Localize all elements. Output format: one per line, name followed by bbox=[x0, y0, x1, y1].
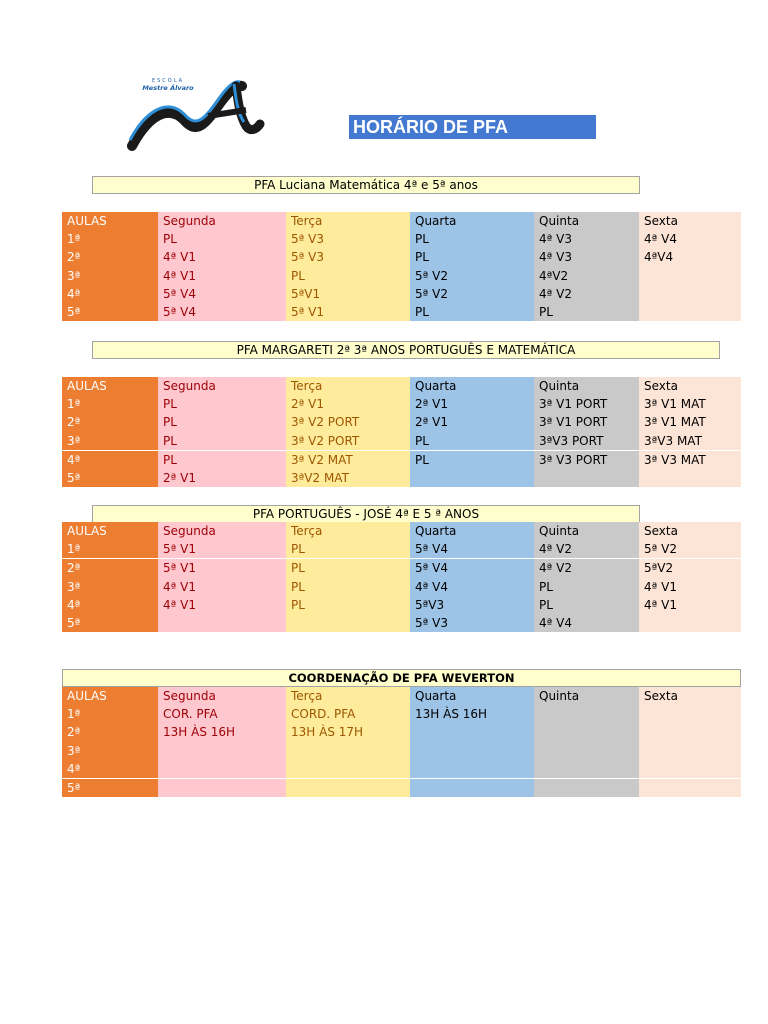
cell-terca: PL bbox=[286, 578, 410, 596]
header-cell-segunda: Segunda bbox=[158, 212, 286, 230]
header-cell-aulas: AULAS bbox=[62, 522, 158, 540]
table-row bbox=[62, 742, 741, 760]
cell-quarta: 5ª V3 bbox=[410, 614, 534, 632]
cell-segunda: 4ª V1 bbox=[158, 267, 286, 285]
cell-terca: PL bbox=[286, 540, 410, 559]
cell-quinta bbox=[534, 705, 639, 723]
header-cell-segunda: Segunda bbox=[158, 687, 286, 705]
cell-sexta: 4ª V4 bbox=[639, 230, 741, 248]
cell-quarta: PL bbox=[410, 248, 534, 266]
cell-terca: 5ª V3 bbox=[286, 230, 410, 248]
schedule-table-jose bbox=[62, 522, 741, 632]
header-cell-aulas: AULAS bbox=[62, 377, 158, 395]
cell-sexta bbox=[639, 723, 741, 741]
schedule-table-luciana bbox=[62, 212, 741, 321]
table-row bbox=[62, 248, 741, 266]
cell-aulas: 2ª bbox=[62, 723, 158, 741]
cell-segunda: PL bbox=[158, 432, 286, 451]
cell-aulas: 4ª bbox=[62, 760, 158, 779]
cell-terca: 3ª V2 PORT bbox=[286, 432, 410, 451]
schedule-table-weverton bbox=[62, 687, 741, 797]
header-cell-aulas: AULAS bbox=[62, 212, 158, 230]
cell-quinta: 3ªV3 PORT bbox=[534, 432, 639, 451]
header-cell-sexta: Sexta bbox=[639, 212, 741, 230]
header-cell-sexta: Sexta bbox=[639, 377, 741, 395]
cell-sexta: 5ªV2 bbox=[639, 559, 741, 578]
header-cell-aulas: AULAS bbox=[62, 687, 158, 705]
cell-aulas: 4ª bbox=[62, 450, 158, 469]
cell-terca: 5ª V3 bbox=[286, 248, 410, 266]
cell-aulas: 2ª bbox=[62, 413, 158, 431]
logo-text bbox=[128, 78, 208, 92]
cell-quinta bbox=[534, 742, 639, 760]
header-cell-quinta: Quinta bbox=[534, 377, 639, 395]
cell-terca: 3ª V2 PORT bbox=[286, 413, 410, 431]
header-row bbox=[62, 212, 741, 230]
cell-terca bbox=[286, 742, 410, 760]
table-row bbox=[62, 469, 741, 487]
header-cell-quarta: Quarta bbox=[410, 522, 534, 540]
cell-segunda: 4ª V1 bbox=[158, 596, 286, 614]
cell-quinta: 4ªV2 bbox=[534, 267, 639, 285]
cell-terca bbox=[286, 614, 410, 632]
header-cell-terca: Terça bbox=[286, 212, 410, 230]
cell-aulas: 1ª bbox=[62, 230, 158, 248]
cell-segunda: 2ª V1 bbox=[158, 469, 286, 487]
cell-quarta bbox=[410, 778, 534, 797]
cell-terca: PL bbox=[286, 267, 410, 285]
header-cell-quarta: Quarta bbox=[410, 212, 534, 230]
cell-aulas: 3ª bbox=[62, 578, 158, 596]
cell-sexta bbox=[639, 742, 741, 760]
cell-aulas: 3ª bbox=[62, 432, 158, 451]
header-cell-terca: Terça bbox=[286, 522, 410, 540]
cell-quinta: 3ª V1 PORT bbox=[534, 413, 639, 431]
table-row bbox=[62, 578, 741, 596]
cell-segunda: 5ª V1 bbox=[158, 559, 286, 578]
cell-quarta: 5ª V4 bbox=[410, 540, 534, 559]
cell-sexta: 3ª V1 MAT bbox=[639, 395, 741, 413]
header-cell-quarta: Quarta bbox=[410, 687, 534, 705]
cell-quarta: PL bbox=[410, 230, 534, 248]
cell-segunda: PL bbox=[158, 230, 286, 248]
cell-aulas: 5ª bbox=[62, 469, 158, 487]
cell-sexta bbox=[639, 778, 741, 797]
cell-segunda: 5ª V4 bbox=[158, 285, 286, 303]
cell-quinta: 4ª V2 bbox=[534, 285, 639, 303]
cell-quinta: PL bbox=[534, 578, 639, 596]
cell-quinta: 4ª V2 bbox=[534, 559, 639, 578]
table-row bbox=[62, 614, 741, 632]
cell-sexta: 4ªV4 bbox=[639, 248, 741, 266]
cell-sexta: 3ª V1 MAT bbox=[639, 413, 741, 431]
header-cell-terca: Terça bbox=[286, 687, 410, 705]
cell-quinta: PL bbox=[534, 596, 639, 614]
cell-aulas: 3ª bbox=[62, 267, 158, 285]
table-row bbox=[62, 285, 741, 303]
logo-school-name: Mestre Álvaro bbox=[142, 84, 194, 92]
cell-quinta bbox=[534, 778, 639, 797]
cell-quarta: PL bbox=[410, 450, 534, 469]
cell-quarta: 5ªV3 bbox=[410, 596, 534, 614]
cell-terca bbox=[286, 778, 410, 797]
cell-quarta: PL bbox=[410, 432, 534, 451]
header-cell-sexta: Sexta bbox=[639, 687, 741, 705]
header-cell-quinta: Quinta bbox=[534, 687, 639, 705]
header-cell-segunda: Segunda bbox=[158, 377, 286, 395]
cell-terca: 5ªV1 bbox=[286, 285, 410, 303]
cell-sexta bbox=[639, 285, 741, 303]
cell-quarta: 4ª V4 bbox=[410, 578, 534, 596]
header-cell-terca: Terça bbox=[286, 377, 410, 395]
header-cell-sexta: Sexta bbox=[639, 522, 741, 540]
section-title-jose: PFA PORTUGUÊS - JOSÉ 4ª E 5 ª ANOS bbox=[92, 505, 640, 523]
cell-aulas: 4ª bbox=[62, 596, 158, 614]
cell-sexta bbox=[639, 760, 741, 779]
table-row bbox=[62, 596, 741, 614]
cell-quinta: 3ª V1 PORT bbox=[534, 395, 639, 413]
cell-quarta: PL bbox=[410, 303, 534, 321]
cell-terca: 2ª V1 bbox=[286, 395, 410, 413]
cell-terca: CORD. PFA bbox=[286, 705, 410, 723]
cell-segunda: PL bbox=[158, 413, 286, 431]
cell-quinta: PL bbox=[534, 303, 639, 321]
cell-sexta bbox=[639, 469, 741, 487]
section-title-margareti: PFA MARGARETI 2ª 3ª ANOS PORTUGUÊS E MATEMÁTICA bbox=[92, 341, 720, 359]
cell-terca: 3ª V2 MAT bbox=[286, 450, 410, 469]
cell-segunda: 4ª V1 bbox=[158, 248, 286, 266]
cell-terca: 3ªV2 MAT bbox=[286, 469, 410, 487]
table-row bbox=[62, 230, 741, 248]
cell-quarta: 5ª V4 bbox=[410, 559, 534, 578]
table-row bbox=[62, 432, 741, 451]
cell-quinta: 4ª V3 bbox=[534, 248, 639, 266]
cell-aulas: 3ª bbox=[62, 742, 158, 760]
table-row bbox=[62, 395, 741, 413]
table-row bbox=[62, 559, 741, 578]
table-row bbox=[62, 540, 741, 559]
cell-sexta: 3ªV3 MAT bbox=[639, 432, 741, 451]
schedule-table-margareti bbox=[62, 377, 741, 487]
cell-quinta: 4ª V2 bbox=[534, 540, 639, 559]
cell-sexta bbox=[639, 303, 741, 321]
cell-quarta bbox=[410, 469, 534, 487]
table-row bbox=[62, 723, 741, 741]
page-title: HORÁRIO DE PFA bbox=[349, 115, 596, 139]
cell-terca bbox=[286, 760, 410, 779]
cell-sexta: 4ª V1 bbox=[639, 596, 741, 614]
cell-segunda bbox=[158, 742, 286, 760]
cell-aulas: 2ª bbox=[62, 248, 158, 266]
table-row bbox=[62, 778, 741, 797]
cell-segunda bbox=[158, 614, 286, 632]
cell-sexta: 5ª V2 bbox=[639, 540, 741, 559]
cell-segunda: PL bbox=[158, 395, 286, 413]
cell-quinta: 4ª V3 bbox=[534, 230, 639, 248]
header-row bbox=[62, 687, 741, 705]
cell-quarta: 2ª V1 bbox=[410, 395, 534, 413]
cell-segunda: PL bbox=[158, 450, 286, 469]
header-cell-quinta: Quinta bbox=[534, 212, 639, 230]
cell-quarta bbox=[410, 723, 534, 741]
cell-quinta bbox=[534, 760, 639, 779]
cell-aulas: 2ª bbox=[62, 559, 158, 578]
table-row bbox=[62, 303, 741, 321]
header-row bbox=[62, 522, 741, 540]
cell-aulas: 1ª bbox=[62, 705, 158, 723]
cell-sexta: 4ª V1 bbox=[639, 578, 741, 596]
section-title-luciana: PFA Luciana Matemática 4ª e 5ª anos bbox=[92, 176, 640, 194]
cell-sexta bbox=[639, 705, 741, 723]
cell-segunda: 13H ÀS 16H bbox=[158, 723, 286, 741]
cell-terca: 5ª V1 bbox=[286, 303, 410, 321]
table-row bbox=[62, 450, 741, 469]
header-cell-quinta: Quinta bbox=[534, 522, 639, 540]
cell-segunda: COR. PFA bbox=[158, 705, 286, 723]
cell-quarta: 5ª V2 bbox=[410, 267, 534, 285]
cell-quinta bbox=[534, 469, 639, 487]
header-row bbox=[62, 377, 741, 395]
cell-segunda: 5ª V1 bbox=[158, 540, 286, 559]
cell-terca: 13H ÀS 17H bbox=[286, 723, 410, 741]
cell-aulas: 1ª bbox=[62, 395, 158, 413]
cell-aulas: 5ª bbox=[62, 778, 158, 797]
table-row bbox=[62, 760, 741, 779]
header-cell-segunda: Segunda bbox=[158, 522, 286, 540]
cell-quarta: 13H ÀS 16H bbox=[410, 705, 534, 723]
table-row bbox=[62, 413, 741, 431]
cell-segunda: 4ª V1 bbox=[158, 578, 286, 596]
cell-sexta bbox=[639, 614, 741, 632]
table-row bbox=[62, 705, 741, 723]
header-cell-quarta: Quarta bbox=[410, 377, 534, 395]
cell-quarta bbox=[410, 742, 534, 760]
cell-quarta bbox=[410, 760, 534, 779]
cell-segunda bbox=[158, 760, 286, 779]
cell-sexta bbox=[639, 267, 741, 285]
logo-top-text: ESCOLA bbox=[151, 78, 185, 84]
cell-quinta bbox=[534, 723, 639, 741]
cell-quarta: 2ª V1 bbox=[410, 413, 534, 431]
cell-segunda: 5ª V4 bbox=[158, 303, 286, 321]
table-row bbox=[62, 267, 741, 285]
cell-segunda bbox=[158, 778, 286, 797]
cell-aulas: 4ª bbox=[62, 285, 158, 303]
cell-terca: PL bbox=[286, 559, 410, 578]
cell-aulas: 5ª bbox=[62, 614, 158, 632]
cell-sexta: 3ª V3 MAT bbox=[639, 450, 741, 469]
cell-aulas: 5ª bbox=[62, 303, 158, 321]
cell-quinta: 3ª V3 PORT bbox=[534, 450, 639, 469]
section-title-weverton: COORDENAÇÃO DE PFA WEVERTON bbox=[62, 669, 741, 687]
cell-quarta: 5ª V2 bbox=[410, 285, 534, 303]
cell-terca: PL bbox=[286, 596, 410, 614]
cell-quinta: 4ª V4 bbox=[534, 614, 639, 632]
cell-aulas: 1ª bbox=[62, 540, 158, 559]
